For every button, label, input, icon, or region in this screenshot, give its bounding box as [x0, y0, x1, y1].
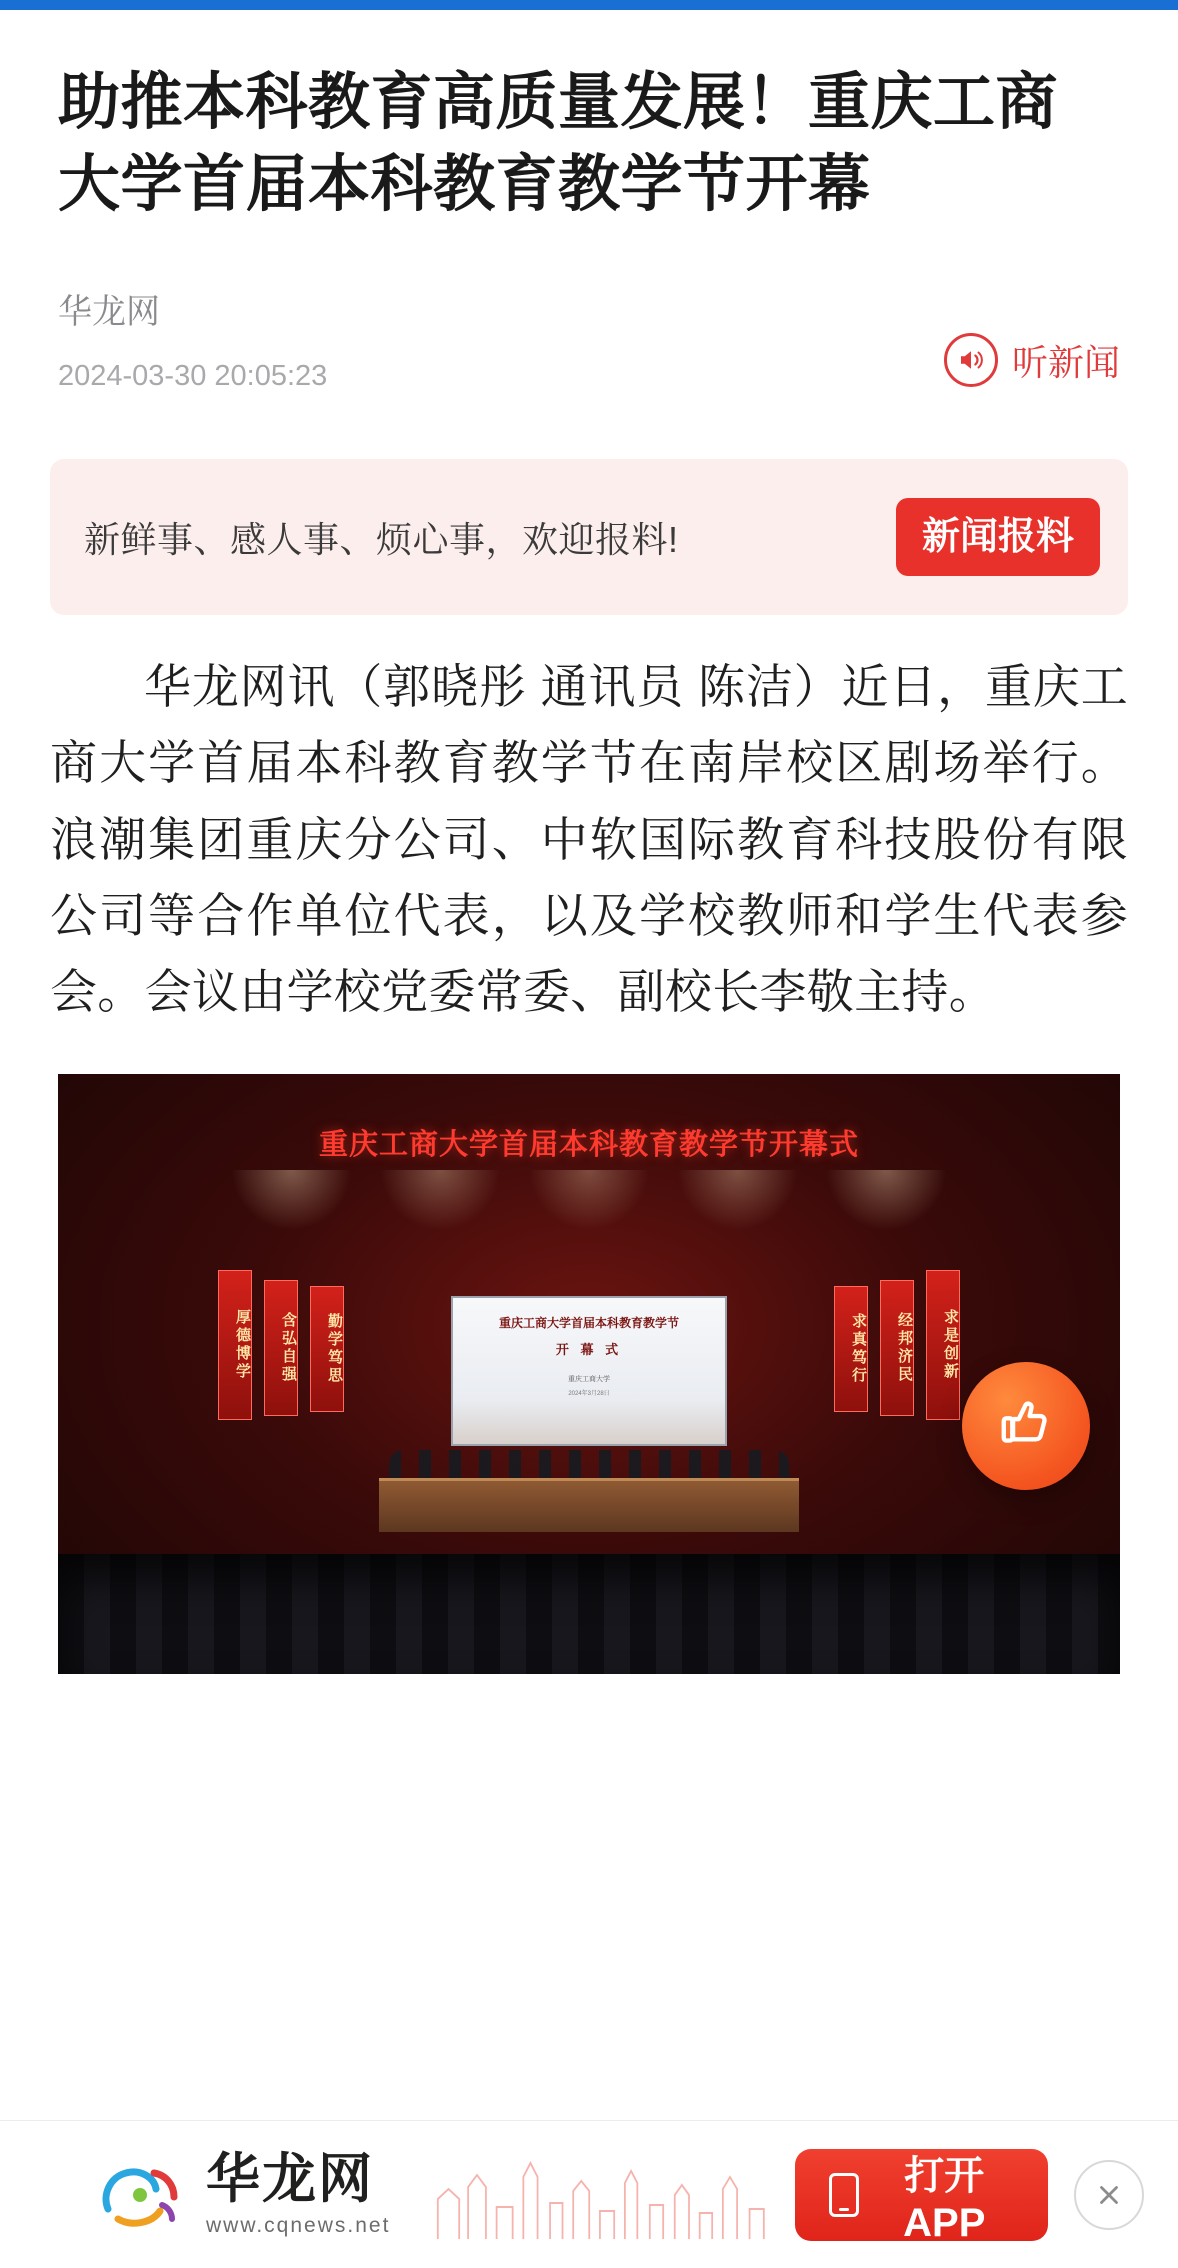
audience-seats: [58, 1554, 1120, 1674]
image-caption-overlay: 重庆工商大学首届本科教育教学节开幕式: [318, 1128, 859, 1161]
brand-url: www.cqnews.net: [206, 2213, 391, 2237]
news-tipoff-banner[interactable]: [50, 459, 1128, 615]
article-page: [0, 10, 1178, 2268]
article-body: 华龙网讯（郭晓彤 通讯员 陈洁）近日，重庆工商大学首届本科教育教学节在南岸校区剧场举行。浪潮集团重庆分公司、中软国际教育科技股份有限公司等合作单位代表，以及学校教师和学生代表参会。会议由学校党委常委、副校长李敬主持。: [50, 660, 1128, 1018]
article-source: 华龙网: [58, 292, 160, 331]
stage-banner: 勤学笃思: [310, 1286, 344, 1412]
listen-news-label: 听新闻: [1011, 341, 1120, 383]
screen-line-3: 重庆工商大学: [568, 1375, 610, 1383]
projection-screen: [451, 1296, 727, 1446]
phone-icon: [829, 2173, 859, 2217]
stage-banner: 求真笃行: [834, 1286, 868, 1412]
screen-line-2: 开 幕 式: [555, 1341, 623, 1357]
byline-left: [58, 289, 327, 393]
page-title: 助推本科教育高质量发展！重庆工商大学首届本科教育教学节开幕: [58, 68, 1059, 220]
like-button[interactable]: [962, 1362, 1090, 1490]
brand-block: [96, 2148, 391, 2238]
article-timestamp: 2024-03-30 20:05:23: [58, 359, 328, 392]
head-table: [379, 1478, 799, 1532]
stage-banner: 经邦济民: [880, 1280, 914, 1416]
news-tipoff-button[interactable]: 新闻报料: [896, 498, 1100, 576]
thumbs-up-icon: [995, 1392, 1057, 1459]
hualong-logo-icon: [96, 2153, 188, 2237]
open-app-bar: [0, 2120, 1178, 2268]
screen-line-1: 重庆工商大学首届本科教育教学节: [498, 1315, 679, 1330]
close-app-bar-button[interactable]: [1074, 2160, 1144, 2230]
close-icon: [1094, 2180, 1124, 2210]
stage-banner: 厚德博学: [218, 1270, 252, 1420]
open-app-button[interactable]: [795, 2149, 1048, 2245]
stage-banner: 含弘自强: [264, 1280, 298, 1416]
article-image: [58, 1074, 1120, 1674]
stage-banner: 求是创新: [926, 1270, 960, 1420]
stage-lights: [58, 1170, 1120, 1280]
status-bar: [0, 0, 1178, 10]
screen-line-4: 2024年3月28日: [568, 1390, 610, 1397]
brand-name: 华龙网: [206, 2148, 374, 2209]
tipoff-text: 新鲜事、感人事、烦心事，欢迎报料!: [84, 518, 679, 560]
listen-news-button[interactable]: [944, 333, 1120, 393]
brand-text: [206, 2148, 391, 2238]
speaker-icon: [944, 333, 998, 387]
open-app-label: 打开APP: [903, 2153, 986, 2245]
byline: [58, 289, 1120, 393]
skyline-decoration: [420, 2147, 794, 2243]
head-table-people: [389, 1450, 789, 1480]
